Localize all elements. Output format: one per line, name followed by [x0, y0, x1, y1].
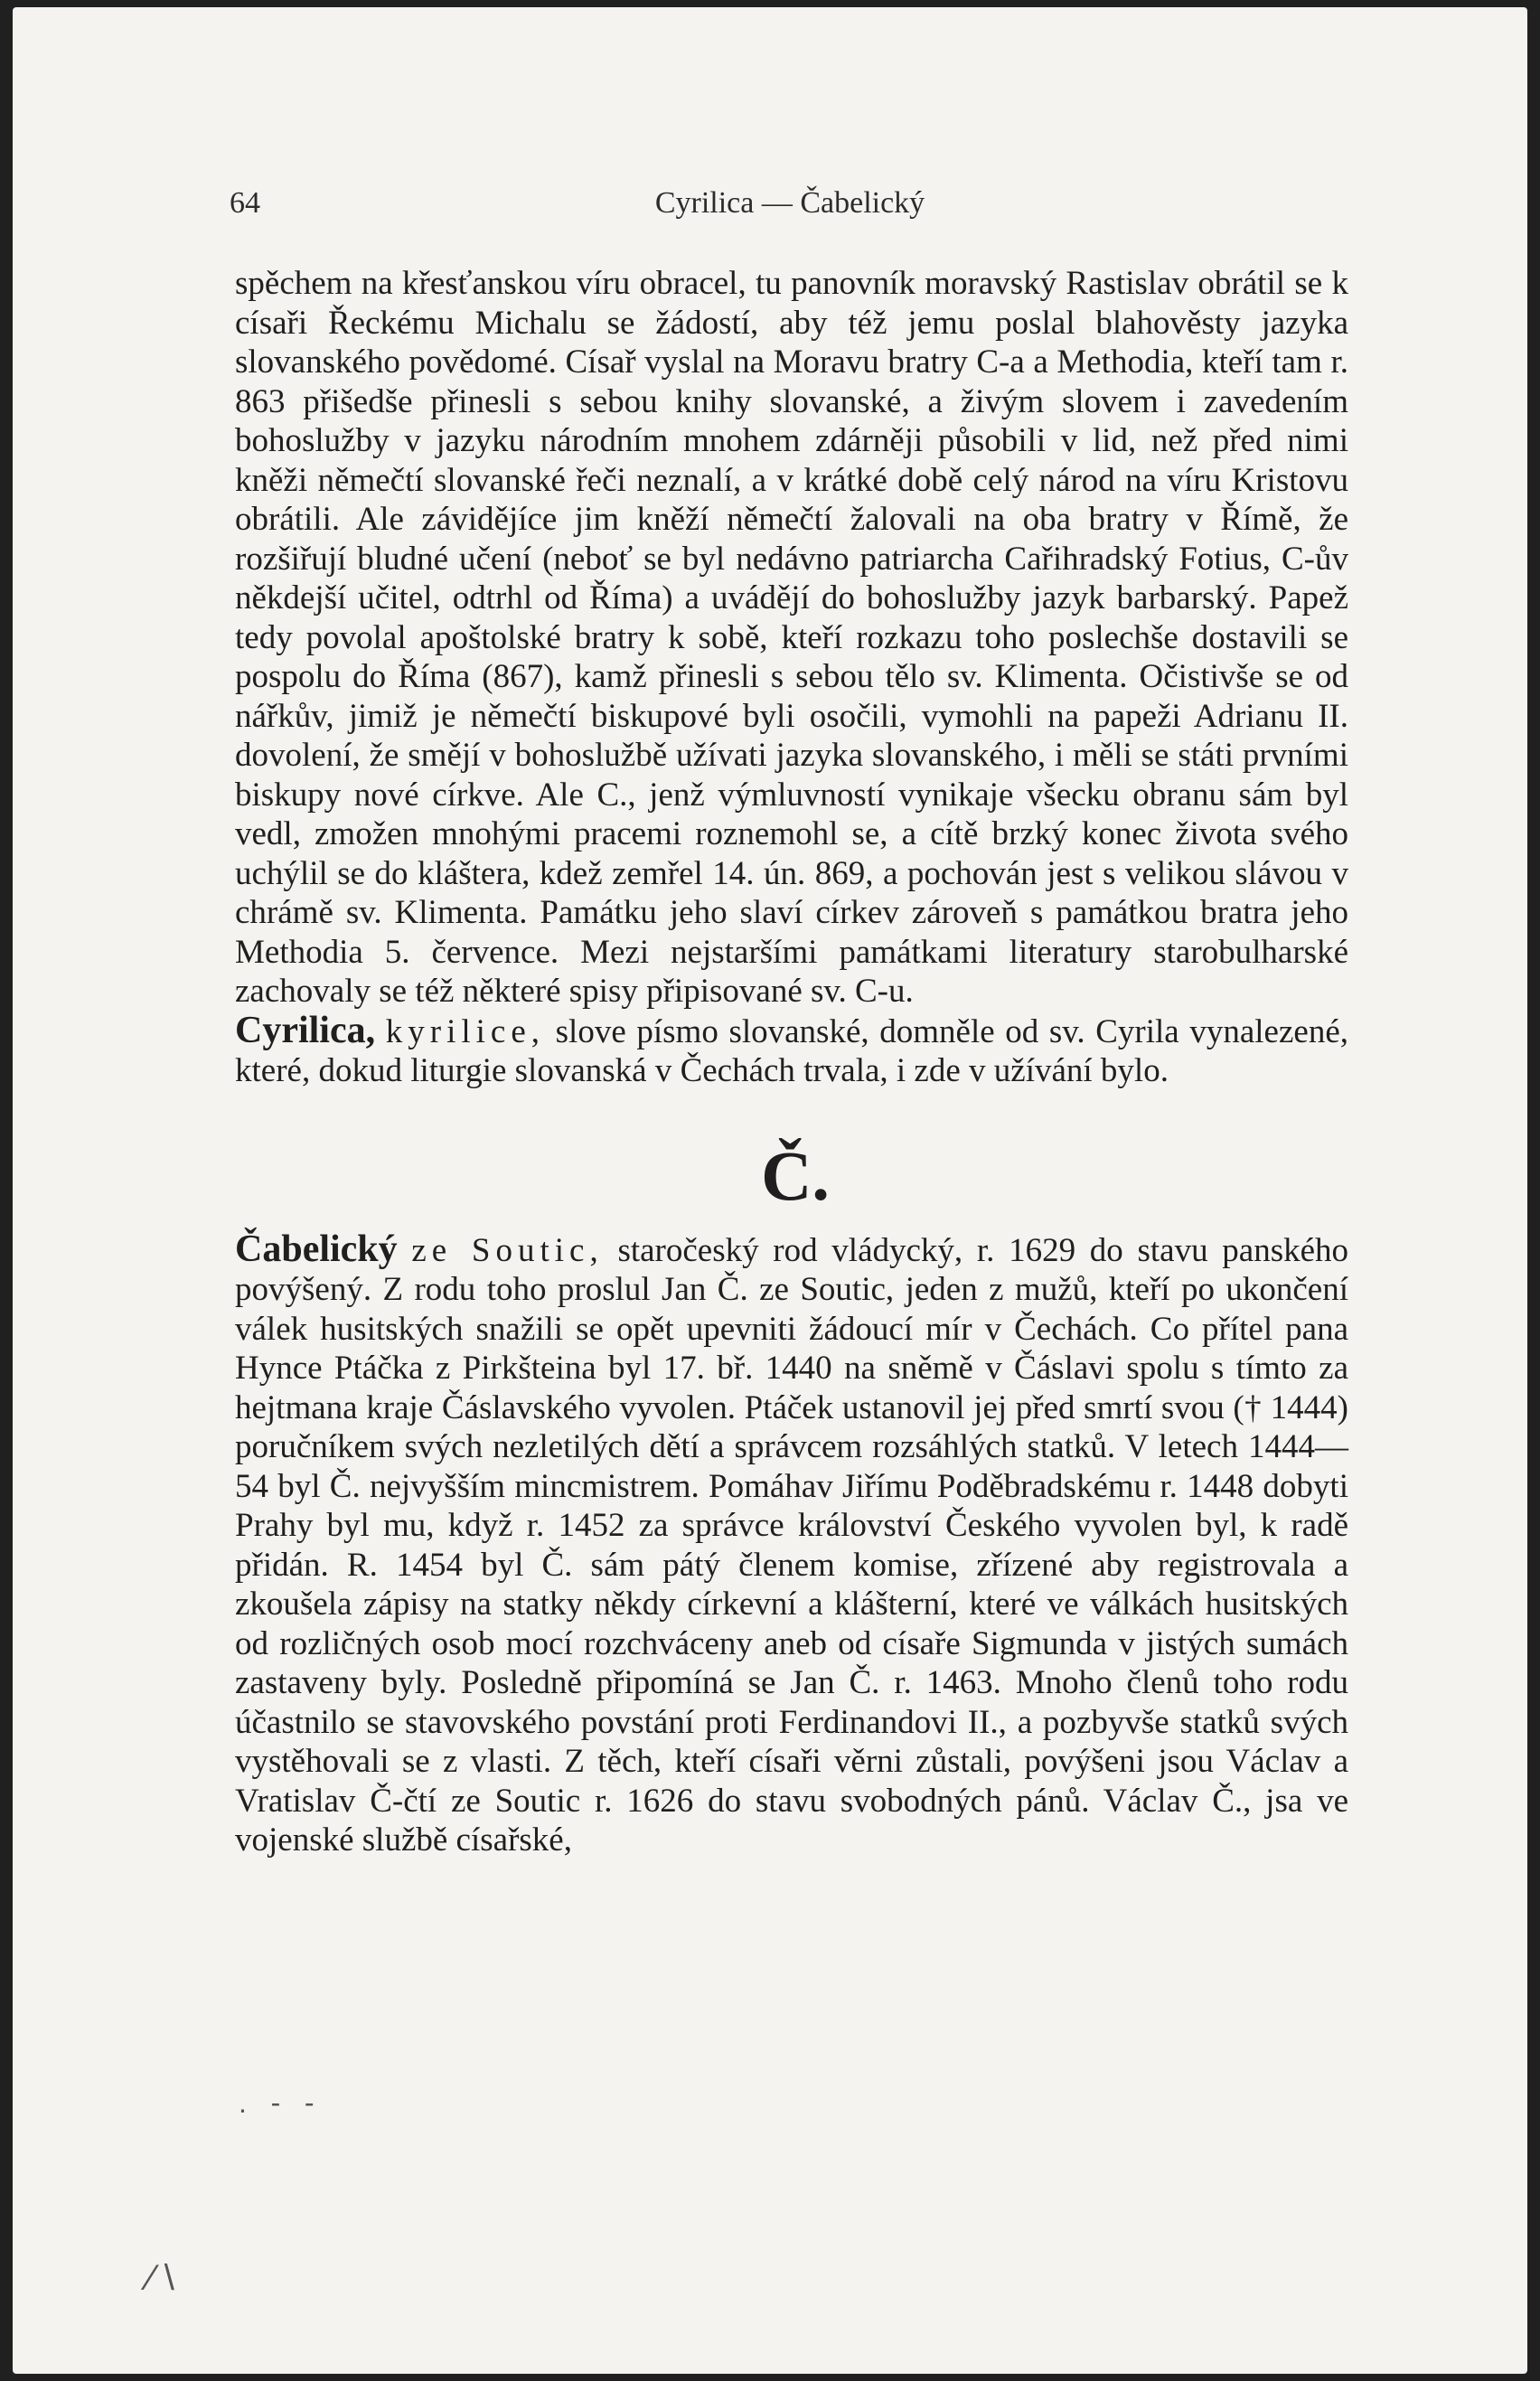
- entry-headword: Cyrilica,: [235, 1009, 376, 1051]
- section-letter: Č.: [761, 1135, 830, 1215]
- entry-headword: Čabelický: [235, 1228, 398, 1270]
- entry-lead: ze Soutic,: [411, 1231, 604, 1269]
- entry-alt-form: kyrilice,: [385, 1012, 546, 1050]
- entry-cabelicky: [235, 1230, 1348, 1860]
- page-number: 64: [230, 186, 260, 220]
- entry-text: staročeský rod vládycký, r. 1629 do stavu panského povýšený. Z rodu toho proslul Jan Č. ze Soutic, jeden z mužů, kteří po ukončení válek husitských snažili se opět upevniti žádoucí mír v Čechách. Co přítel pana Hynce Ptáčka z Pirkšteina byl 17. bř. 1440 na sněmě v Čáslavi spolu s tímto za hejtmana kraje Čáslavského vyvolen. Ptáček ustanovil jej před smrtí svou († 1444) poručníkem svých nezletilých dětí a správcem rozsáhlých statků. V letech 1444—54 byl Č. nejvyšším mincmistrem. Pomáhav Jiřímu Poděbradskému r. 1448 dobyti Prahy byl mu, když r. 1452 za správce království Českého vyvolen byl, k radě přidán. R. 1454 byl Č. sám pátý členem komise, zřízené aby registrovala a zkoušela zápisy na statky někdy církevní a klášterní, které ve válkách husitských od rozličných osob mocí rozchváceny aneb od císaře Sigmunda v jistých sumách zastaveny byly. Posledně připomíná se Jan Č. r. 1463. Mnoho členů toho rodu účastnilo se stavovského povstání proti Ferdinandovi II., a pozbyvše statků svých vystěhovali se z vlasti. Z těch, kteří císaři věrni zůstali, povýšeni jsou Václav a Vratislav Č-čtí ze Soutic r. 1626 do stavu svobodných pánů. Václav Č., jsa ve vojenské službě císařské,: [235, 1231, 1349, 1859]
- entry-text: slove písmo slovanské, domněle od sv. Cyrila vynalezené, které, dokud liturgie slovanská v Čechách trvala, i zde v užívání bylo.: [235, 1012, 1348, 1089]
- entry-cyrilica: [235, 1009, 1348, 1091]
- running-header: [230, 186, 1350, 231]
- running-title: Cyrilica — Čabelický: [654, 186, 925, 220]
- article-cyril-continuation: spěchem na křesťanskou víru obracel, tu panovník moravský Rastislav obrátil se k císaři Řeckému Michalu se žádostí, aby též jemu poslal blahověsty jazyka slovanského povědomé. Císař vyslal na Moravu bratry C-a a Methodia, kteří tam r. 863 přišedše přinesli s sebou knihy slovanské, a živým slovem i zavedením bohoslužby v jazyku národním mnohem zdárněji působili v lid, než před nimi kněži němečtí slovanské řeči neznalí, a v krátké době celý národ na víru Kristovu obrátili. Ale závidějíce jim kněží němečtí žalovali na oba bratry v Římě, že rozšiřují bludné učení (neboť se byl nedávno patriarcha Cařihradský Fotius, C-ův někdejší učitel, odtrhl od Říma) a uvádějí do bohoslužby jazyk barbarský. Papež tedy povolal apoštolské bratry k sobě, kteří rozkazu toho poslechše dostavili se pospolu do Říma (867), kamž přinesli s sebou tělo sv. Klimenta. Očistivše se od nářkův, jimiž je němečtí biskupové byli osočili, vymohli na papeži Adrianu II. dovolení, že smějí v bohoslužbě užívati jazyka slovanského, i měli se státi prvními biskupy nové církve. Ale C., jenž výmluvností vynikaje všecku obranu sám byl vedl, zmožen mnohými pracemi roznemohl se, a cítě brzký konec života svého uchýlil se do kláštera, kdež zemřel 14. ún. 869, a pochován jest s velikou slávou v chrámě sv. Klimenta. Památku jeho slaví církev zároveň s památkou bratra jeho Methodia 5. července. Mezi nejstaršími památkami literatury starobulharské zachovaly se též některé spisy připisované sv. C-u.: [235, 265, 1348, 1010]
- book-page: [13, 7, 1527, 2374]
- page-body: [235, 264, 1348, 1860]
- scan-speck: . - -: [239, 2086, 315, 2119]
- scan-speck: ⁄ \: [148, 2258, 174, 2298]
